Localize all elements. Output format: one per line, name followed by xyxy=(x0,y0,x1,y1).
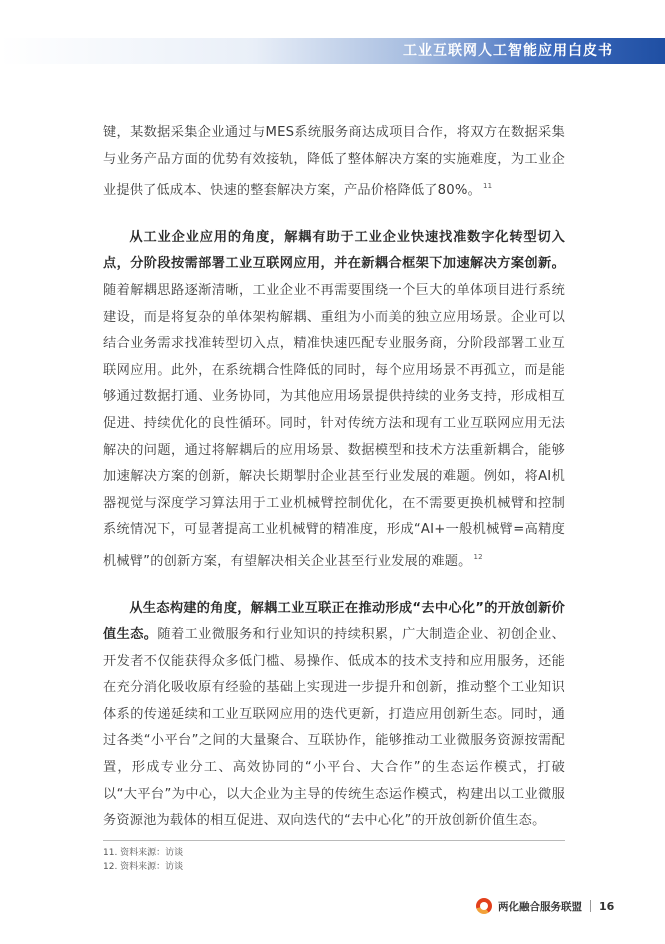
paragraph-1 xyxy=(103,120,565,205)
paragraph-2 xyxy=(103,225,565,576)
footnotes xyxy=(103,846,183,874)
page-number: 16 xyxy=(599,899,615,913)
footnote-11: 11. 资料来源：访谈 xyxy=(103,848,184,858)
footnote-ref-11[interactable]: 11 xyxy=(482,182,493,191)
paragraph-1-text: 键，某数据采集企业通过与MES系统服务商达成项目合作，将双方在数据采集与业务产品方面的优势有效接轨，降低了整体解决方案的实施难度，为工业企业提供了低成本、快速的整套解决方案，产品价格降低了80%。 xyxy=(103,125,565,199)
alliance-logo-icon xyxy=(476,898,492,914)
paragraph-3-text: 随着工业微服务和行业知识的持续积累，广大制造企业、初创企业、开发者不仅能获得众多低门槛、易操作、低成本的技术支持和应用服务，还能在充分消化吸收原有经验的基础上实现进一步提升和创新，推动整个工业知识体系的传递延续和工业互联网应用的迭代更新，打造应用创新生态。同时，通过各类“小平台”之间的大量聚合、互联协作，能够推动工业微服务资源按需配置，形成专业分工、高效协同的“小平台、大合作”的生态运作模式，打破以“大平台”为中心，以大企业为主导的传统生态运作模式，构建出以工业微服务资源池为载体的相互促进、双向迭代的“去中心化”的开放创新价值生态。 xyxy=(103,627,565,829)
footnote-divider xyxy=(103,840,565,841)
page-footer xyxy=(476,897,614,915)
footnote-12: 12. 资料来源：访谈 xyxy=(103,862,184,872)
document-title: 工业互联网人工智能应用白皮书 xyxy=(403,43,613,59)
paragraph-3-lead: 从生态构建的角度，解耦工业互联正在推动形成“去中心化”的开放创新价值生态。 xyxy=(103,600,565,643)
org-name: 两化融合服务联盟 xyxy=(498,900,582,913)
paragraph-2-text: 随着解耦思路逐渐清晰，工业企业不再需要围绕一个巨大的单体项目进行系统建设，而是将复杂的单体架构解耦、重组为小而美的独立应用场景。企业可以结合业务需求找准转型切入点，精准快速匹配专业服务商，分阶段部署工业互联网应用。此外，在系统耦合性降低的同时，每个应用场景不再孤立，而是能够通过数据打通、业务协同，为其他应用场景提供持续的业务支持，形成相互促进、持续优化的良性循环。同时，针对传统方法和现有工业互联网应用无法解决的问题，通过将解耦后的应用场景、数据模型和技术方法重新耦合，能够加速解决方案的创新，解决长期掣肘企业甚至行业发展的难题。例如，将AI机器视觉与深度学习算法用于工业机械臂控制优化，在不需要更换机械臂和控制系统情况下，可显著提高工业机械臂的精准度，形成“AI+一般机械臂=高精度机械臂”的创新方案，有望解决相关企业甚至行业发展的难题。 xyxy=(103,282,565,569)
footnote-ref-12[interactable]: 12 xyxy=(473,552,483,561)
paragraph-2-lead: 从工业企业应用的角度，解耦有助于工业企业快速找准数字化转型切入点，分阶段按需部署工业互联网应用，并在新耦合框架下加速解决方案创新。 xyxy=(103,229,565,272)
footer-separator xyxy=(590,900,591,912)
header-band xyxy=(0,38,665,64)
paragraph-3 xyxy=(103,596,565,835)
main-content xyxy=(103,120,565,835)
